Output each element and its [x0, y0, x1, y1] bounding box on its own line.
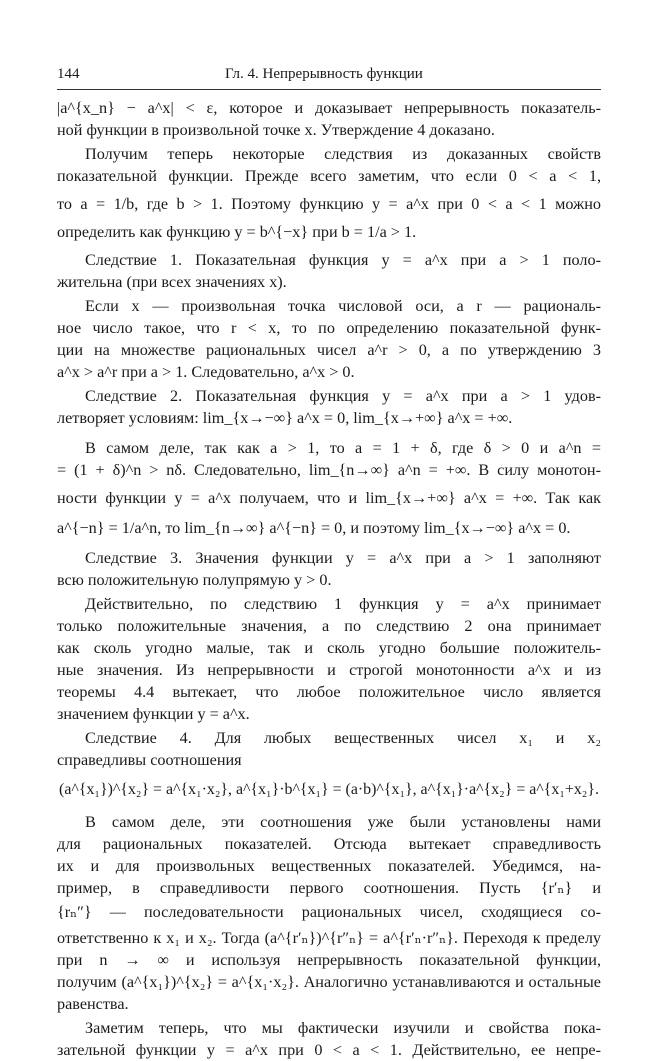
text-line: Получим теперь некоторые следствия из доказанных свойств	[85, 145, 601, 163]
text-line: определить как функцию y = b^{−x} при b = 1/a > 1.	[57, 223, 417, 241]
text-line: значением функции y = a^x.	[57, 705, 250, 723]
display-formula: (a^{x₁})^{x₂} = a^{x₁·x₂}, a^{x₁}·b^{x₁} = (a·b)^{x₁}, a^{x₁}·a^{x₂} = a^{x₁+x₂}.	[59, 781, 599, 798]
text-line: ответственно к x₁ и x₂. Тогда (a^{r′ₙ})^{r″ₙ} = a^{r′ₙ·r″ₙ}. Переходя к пределу	[57, 929, 601, 947]
text-line: Действительно, по следствию 1 функция y = a^x принимает	[85, 595, 601, 613]
text-line: жительна (при всех значениях x).	[57, 273, 287, 291]
header-rule	[57, 89, 601, 90]
text-line: получим (a^{x₁})^{x₂} = a^{x₁·x₂}. Аналогично устанавливаются и остальные	[57, 973, 601, 991]
text-line: Если x — произвольная точка числовой оси, а r — рациональ-	[85, 297, 601, 315]
text-line: пример, в справедливости первого соотношения. Пусть {r′ₙ} и	[57, 879, 601, 897]
text-line: {rₙ″} — последовательности рациональных чисел, сходящиеся со-	[57, 903, 601, 921]
text-line: как сколь угодно малые, так и сколь угодно большие положитель-	[57, 639, 601, 657]
text-line: при n → ∞ и используя непрерывность показательной функции,	[57, 951, 601, 969]
text-line: ной функции в произвольной точке x. Утверждение 4 доказано.	[57, 121, 495, 139]
text-line: ции на множестве рациональных чисел a^r > 0, а по утверждению 3	[57, 341, 601, 359]
text-line: летворяет условиям: lim_{x→−∞} a^x = 0, lim_{x→+∞} a^x = +∞.	[57, 409, 513, 427]
text-line: справедливы соотношения	[57, 751, 242, 769]
running-head: Гл. 4. Непрерывность функции	[225, 66, 423, 82]
corollary-2-heading: Следствие 2. Показательная функция y = a^x при a > 1 удов-	[85, 387, 601, 405]
corollary-1-heading: Следствие 1. Показательная функция y = a^x при a > 1 поло-	[85, 251, 601, 269]
text-line: для рациональных показателей. Отсюда вытекает справедливость	[57, 835, 601, 853]
page-number: 144	[57, 66, 80, 82]
page-header	[57, 66, 601, 88]
corollary-3-heading: Следствие 3. Значения функции y = a^x при a > 1 заполняют	[85, 549, 601, 567]
text-line: ное число такое, что r < x, то по определению показательной функ-	[57, 319, 601, 337]
text-line: a^x > a^r при a > 1. Следовательно, a^x > 0.	[57, 363, 355, 381]
text-line: только положительные значения, а по следствию 2 она принимает	[57, 617, 601, 635]
text-line: ные значения. Из непрерывности и строгой монотонности a^x и из	[57, 661, 601, 679]
text-line: то a = 1/b, где b > 1. Поэтому функцию y = a^x при 0 < a < 1 можно	[57, 195, 601, 213]
text-line: = (1 + δ)^n > nδ. Следовательно, lim_{n→∞} a^n = +∞. В силу монотон-	[57, 461, 601, 479]
text-line: a^{−n} = 1/a^n, то lim_{n→∞} a^{−n} = 0, и поэтому lim_{x→−∞} a^x = 0.	[57, 519, 571, 537]
text-line: всю положительную полупрямую y > 0.	[57, 571, 332, 589]
text-line: В самом деле, эти соотношения уже были установлены нами	[85, 813, 601, 831]
text-line: В самом деле, так как a > 1, то a = 1 + δ, где δ > 0 и a^n =	[85, 439, 601, 457]
text-line: |a^{x_n} − a^x| < ε, которое и доказывает непрерывность показатель-	[57, 99, 601, 117]
text-line: их и для произвольных вещественных показателей. Убедимся, на-	[57, 857, 601, 875]
text-line: Заметим теперь, что мы фактически изучили и свойства пока-	[85, 1019, 601, 1037]
text-line: зательной функции y = a^x при 0 < a < 1. Действительно, ее непре-	[57, 1041, 601, 1059]
text-line: теоремы 4.4 вытекает, что любое положительное число является	[57, 683, 601, 701]
text-line: ности функции y = a^x получаем, что и lim_{x→+∞} a^x = +∞. Так как	[57, 489, 601, 507]
corollary-4-heading: Следствие 4. Для любых вещественных чисел x₁ и x₂	[85, 729, 601, 747]
text-line: равенства.	[57, 995, 129, 1013]
text-line: показательной функции. Прежде всего заметим, что если 0 < a < 1,	[57, 167, 601, 185]
